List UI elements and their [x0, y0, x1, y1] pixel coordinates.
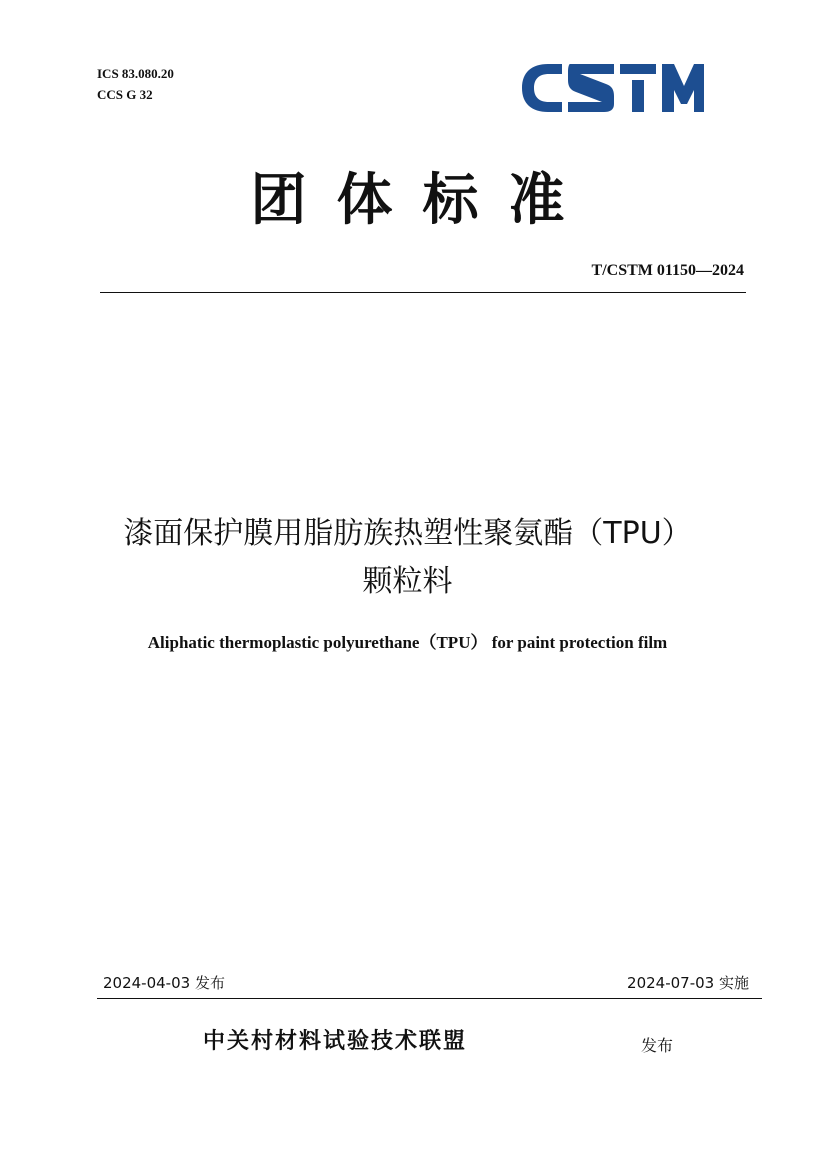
- english-title: Aliphatic thermoplastic polyurethane（TPU） for paint protection film: [147, 633, 668, 652]
- group-standard-heading: 团体标准: [250, 167, 595, 233]
- chinese-title-line-1: 漆面保护膜用脂肪族热塑性聚氨酯（TPU）: [123, 516, 692, 551]
- publish-label: 发布: [641, 1036, 674, 1055]
- classification-codes: [97, 63, 174, 105]
- bottom-divider: [97, 998, 762, 999]
- chinese-title-line-2: 颗粒料: [362, 564, 453, 599]
- logo-letter-c: [522, 64, 562, 112]
- logo-letter-s: [568, 64, 614, 112]
- release-date: 2024-04-03 发布: [103, 974, 225, 992]
- cstm-logo: [518, 60, 706, 116]
- standard-number: T/CSTM 01150—2024: [591, 262, 744, 279]
- ccs-code: CCS G 32: [97, 87, 153, 102]
- logo-letter-t-top: [620, 64, 656, 74]
- issuing-organization: 中关村材料试验技术联盟: [203, 1028, 468, 1054]
- ics-code: ICS 83.080.20: [97, 66, 174, 81]
- logo-letter-t-stem: [632, 80, 644, 112]
- implementation-date: 2024-07-03 实施: [627, 974, 749, 992]
- logo-letter-m: [662, 64, 704, 112]
- top-divider: [100, 292, 746, 293]
- chinese-title: [0, 510, 815, 606]
